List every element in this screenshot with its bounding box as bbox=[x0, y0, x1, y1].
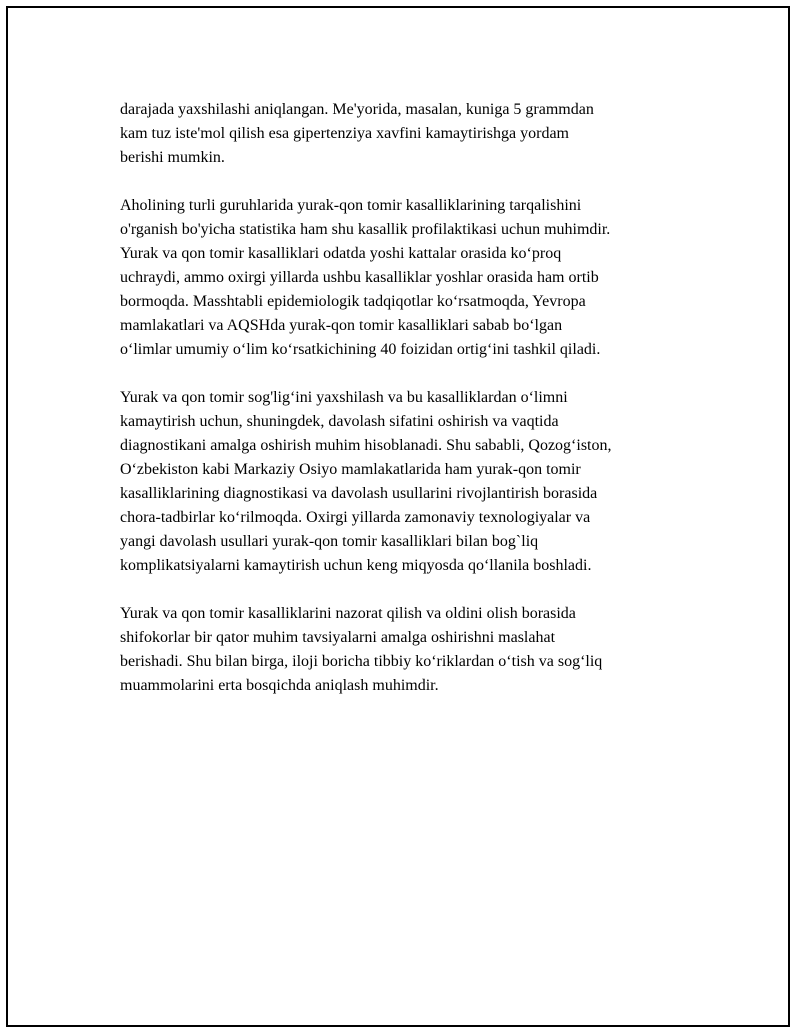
paragraph-3 bbox=[120, 386, 680, 578]
text-line: kasalliklarining diagnostikasi va davolash usullarini rivojlantirish borasida bbox=[120, 485, 598, 502]
text-line: berishadi. Shu bilan birga, iloji boricha tibbiy ko‘riklardan o‘tish va sog‘liq bbox=[120, 653, 603, 670]
text-line: o‘limlar umumiy o‘lim ko‘rsatkichining 40 foizidan ortig‘ini tashkil qiladi. bbox=[120, 341, 601, 358]
text-line: kam tuz iste'mol qilish esa gipertenziya xavfini kamaytirishga yordam bbox=[120, 125, 569, 142]
text-line: chora-tadbirlar ko‘rilmoqda. Oxirgi yillarda zamonaviy texnologiyalar va bbox=[120, 509, 591, 526]
text-line: o'rganish bo'yicha statistika ham shu kasallik profilaktikasi uchun muhimdir. bbox=[120, 221, 611, 238]
paragraph-1 bbox=[120, 98, 680, 170]
text-line: yangi davolash usullari yurak-qon tomir kasalliklari bilan bog`liq bbox=[120, 533, 539, 550]
text-line: mamlakatlari va AQSHda yurak-qon tomir kasalliklari sabab bo‘lgan bbox=[120, 317, 563, 334]
text-line: bormoqda. Masshtabli epidemiologik tadqiqotlar ko‘rsatmoqda, Yevropa bbox=[120, 293, 586, 310]
paragraph-2 bbox=[120, 194, 680, 362]
text-line: diagnostikani amalga oshirish muhim hisoblanadi. Shu sababli, Qozog‘iston, bbox=[120, 437, 612, 454]
text-line: Yurak va qon tomir sog'lig‘ini yaxshilash va bu kasalliklardan o‘limni bbox=[120, 389, 568, 406]
text-line: Yurak va qon tomir kasalliklari odatda yoshi kattalar orasida ko‘proq bbox=[120, 245, 562, 262]
text-line: uchraydi, ammo oxirgi yillarda ushbu kasalliklar yoshlar orasida ham ortib bbox=[120, 269, 599, 286]
page-frame bbox=[6, 6, 790, 1027]
document-body bbox=[120, 98, 680, 722]
text-line: shifokorlar bir qator muhim tavsiyalarni amalga oshirishni maslahat bbox=[120, 629, 556, 646]
text-line: Aholining turli guruhlarida yurak-qon tomir kasalliklarining tarqalishini bbox=[120, 197, 582, 214]
text-line: Yurak va qon tomir kasalliklarini nazorat qilish va oldini olish borasida bbox=[120, 605, 576, 622]
text-line: darajada yaxshilashi aniqlangan. Me'yorida, masalan, kuniga 5 grammdan bbox=[120, 101, 594, 118]
text-line: O‘zbekiston kabi Markaziy Osiyo mamlakatlarida ham yurak-qon tomir bbox=[120, 461, 581, 478]
text-line: berishi mumkin. bbox=[120, 149, 225, 166]
paragraph-4 bbox=[120, 602, 680, 698]
text-line: kamaytirish uchun, shuningdek, davolash sifatini oshirish va vaqtida bbox=[120, 413, 559, 430]
text-line: muammolarini erta bosqichda aniqlash muhimdir. bbox=[120, 677, 439, 694]
text-line: komplikatsiyalarni kamaytirish uchun keng miqyosda qo‘llanila boshladi. bbox=[120, 557, 592, 574]
